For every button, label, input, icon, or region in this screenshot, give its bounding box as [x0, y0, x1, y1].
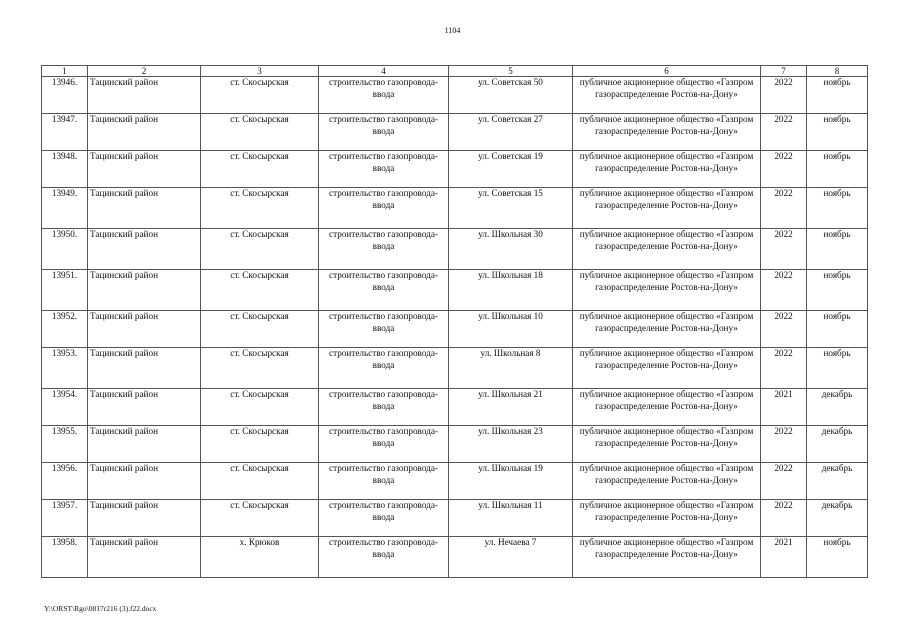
row-number: 13947.: [42, 114, 88, 151]
address-cell: ул. Школьная 11: [449, 500, 573, 537]
address-cell: ул. Школьная 23: [449, 426, 573, 463]
column-header: 2: [88, 66, 201, 77]
settlement-cell: ст. Скосырская: [201, 348, 319, 389]
row-number: 13950.: [42, 229, 88, 270]
settlement-cell: ст. Скосырская: [201, 188, 319, 229]
year-cell: 2022: [761, 151, 807, 188]
row-number: 13954.: [42, 389, 88, 426]
month-cell: декабрь: [807, 426, 868, 463]
work-type-cell: строительство газопровода-ввода: [319, 500, 449, 537]
address-cell: ул. Школьная 18: [449, 270, 573, 311]
organization-cell: публичное акционерное общество «Газпром газораспределение Ростов-на-Дону»: [573, 348, 761, 389]
organization-cell: публичное акционерное общество «Газпром газораспределение Ростов-на-Дону»: [573, 389, 761, 426]
month-cell: ноябрь: [807, 77, 868, 114]
work-type-cell: строительство газопровода-ввода: [319, 270, 449, 311]
district-cell: Тацинский район: [88, 426, 201, 463]
year-cell: 2022: [761, 348, 807, 389]
district-cell: Тацинский район: [88, 188, 201, 229]
table-row: [42, 348, 868, 389]
address-cell: ул. Школьная 21: [449, 389, 573, 426]
month-cell: ноябрь: [807, 537, 868, 578]
column-header: 3: [201, 66, 319, 77]
settlement-cell: х. Крюков: [201, 537, 319, 578]
row-number: 13951.: [42, 270, 88, 311]
organization-cell: публичное акционерное общество «Газпром газораспределение Ростов-на-Дону»: [573, 270, 761, 311]
row-number: 13957.: [42, 500, 88, 537]
work-type-cell: строительство газопровода-ввода: [319, 389, 449, 426]
month-cell: ноябрь: [807, 348, 868, 389]
settlement-cell: ст. Скосырская: [201, 389, 319, 426]
address-cell: ул. Нечаева 7: [449, 537, 573, 578]
district-cell: Тацинский район: [88, 500, 201, 537]
organization-cell: публичное акционерное общество «Газпром газораспределение Ростов-на-Дону»: [573, 463, 761, 500]
work-type-cell: строительство газопровода-ввода: [319, 114, 449, 151]
settlement-cell: ст. Скосырская: [201, 270, 319, 311]
data-table: [41, 65, 868, 578]
column-header: 5: [449, 66, 573, 77]
organization-cell: публичное акционерное общество «Газпром газораспределение Ростов-на-Дону»: [573, 537, 761, 578]
district-cell: Тацинский район: [88, 229, 201, 270]
settlement-cell: ст. Скосырская: [201, 151, 319, 188]
district-cell: Тацинский район: [88, 463, 201, 500]
address-cell: ул. Школьная 19: [449, 463, 573, 500]
district-cell: Тацинский район: [88, 151, 201, 188]
year-cell: 2022: [761, 500, 807, 537]
work-type-cell: строительство газопровода-ввода: [319, 426, 449, 463]
row-number: 13946.: [42, 77, 88, 114]
organization-cell: публичное акционерное общество «Газпром газораспределение Ростов-на-Дону»: [573, 188, 761, 229]
page-number: 1104: [444, 26, 461, 35]
district-cell: Тацинский район: [88, 114, 201, 151]
address-cell: ул. Советская 15: [449, 188, 573, 229]
year-cell: 2022: [761, 463, 807, 500]
address-cell: ул. Советская 50: [449, 77, 573, 114]
settlement-cell: ст. Скосырская: [201, 77, 319, 114]
work-type-cell: строительство газопровода-ввода: [319, 188, 449, 229]
year-cell: 2022: [761, 77, 807, 114]
table-row: [42, 311, 868, 348]
row-number: 13952.: [42, 311, 88, 348]
table-row: [42, 426, 868, 463]
month-cell: декабрь: [807, 389, 868, 426]
work-type-cell: строительство газопровода-ввода: [319, 348, 449, 389]
settlement-cell: ст. Скосырская: [201, 311, 319, 348]
row-number: 13949.: [42, 188, 88, 229]
address-cell: ул. Советская 19: [449, 151, 573, 188]
month-cell: ноябрь: [807, 151, 868, 188]
work-type-cell: строительство газопровода-ввода: [319, 311, 449, 348]
address-cell: ул. Школьная 30: [449, 229, 573, 270]
district-cell: Тацинский район: [88, 389, 201, 426]
year-cell: 2022: [761, 188, 807, 229]
row-number: 13953.: [42, 348, 88, 389]
year-cell: 2021: [761, 537, 807, 578]
district-cell: Тацинский район: [88, 311, 201, 348]
table-row: [42, 77, 868, 114]
address-cell: ул. Школьная 10: [449, 311, 573, 348]
work-type-cell: строительство газопровода-ввода: [319, 537, 449, 578]
column-header: 1: [42, 66, 88, 77]
organization-cell: публичное акционерное общество «Газпром газораспределение Ростов-на-Дону»: [573, 426, 761, 463]
year-cell: 2022: [761, 270, 807, 311]
settlement-cell: ст. Скосырская: [201, 114, 319, 151]
row-number: 13955.: [42, 426, 88, 463]
organization-cell: публичное акционерное общество «Газпром газораспределение Ростов-на-Дону»: [573, 114, 761, 151]
organization-cell: публичное акционерное общество «Газпром газораспределение Ростов-на-Дону»: [573, 151, 761, 188]
address-cell: ул. Советская 27: [449, 114, 573, 151]
table-row: [42, 270, 868, 311]
year-cell: 2022: [761, 426, 807, 463]
row-number: 13958.: [42, 537, 88, 578]
month-cell: декабрь: [807, 500, 868, 537]
district-cell: Тацинский район: [88, 77, 201, 114]
year-cell: 2022: [761, 311, 807, 348]
table-row: [42, 188, 868, 229]
organization-cell: публичное акционерное общество «Газпром газораспределение Ростов-на-Дону»: [573, 311, 761, 348]
organization-cell: публичное акционерное общество «Газпром газораспределение Ростов-на-Дону»: [573, 77, 761, 114]
column-number-row: [42, 66, 868, 77]
month-cell: ноябрь: [807, 229, 868, 270]
month-cell: ноябрь: [807, 270, 868, 311]
year-cell: 2022: [761, 229, 807, 270]
organization-cell: публичное акционерное общество «Газпром газораспределение Ростов-на-Дону»: [573, 229, 761, 270]
year-cell: 2022: [761, 114, 807, 151]
address-cell: ул. Школьная 8: [449, 348, 573, 389]
settlement-cell: ст. Скосырская: [201, 500, 319, 537]
table-row: [42, 114, 868, 151]
table-row: [42, 389, 868, 426]
organization-cell: публичное акционерное общество «Газпром газораспределение Ростов-на-Дону»: [573, 500, 761, 537]
settlement-cell: ст. Скосырская: [201, 426, 319, 463]
month-cell: декабрь: [807, 463, 868, 500]
work-type-cell: строительство газопровода-ввода: [319, 151, 449, 188]
column-header: 6: [573, 66, 761, 77]
table-row: [42, 463, 868, 500]
work-type-cell: строительство газопровода-ввода: [319, 463, 449, 500]
table-row: [42, 500, 868, 537]
column-header: 7: [761, 66, 807, 77]
footer-file-path: Y:\ORST\Rgo\0817r216 (3).f22.docx: [44, 604, 157, 613]
row-number: 13956.: [42, 463, 88, 500]
month-cell: ноябрь: [807, 188, 868, 229]
settlement-cell: ст. Скосырская: [201, 229, 319, 270]
district-cell: Тацинский район: [88, 348, 201, 389]
work-type-cell: строительство газопровода-ввода: [319, 229, 449, 270]
district-cell: Тацинский район: [88, 537, 201, 578]
table-row: [42, 151, 868, 188]
column-header: 8: [807, 66, 868, 77]
district-cell: Тацинский район: [88, 270, 201, 311]
year-cell: 2021: [761, 389, 807, 426]
table-row: [42, 229, 868, 270]
settlement-cell: ст. Скосырская: [201, 463, 319, 500]
work-type-cell: строительство газопровода-ввода: [319, 77, 449, 114]
table-row: [42, 537, 868, 578]
month-cell: ноябрь: [807, 114, 868, 151]
row-number: 13948.: [42, 151, 88, 188]
column-header: 4: [319, 66, 449, 77]
month-cell: ноябрь: [807, 311, 868, 348]
